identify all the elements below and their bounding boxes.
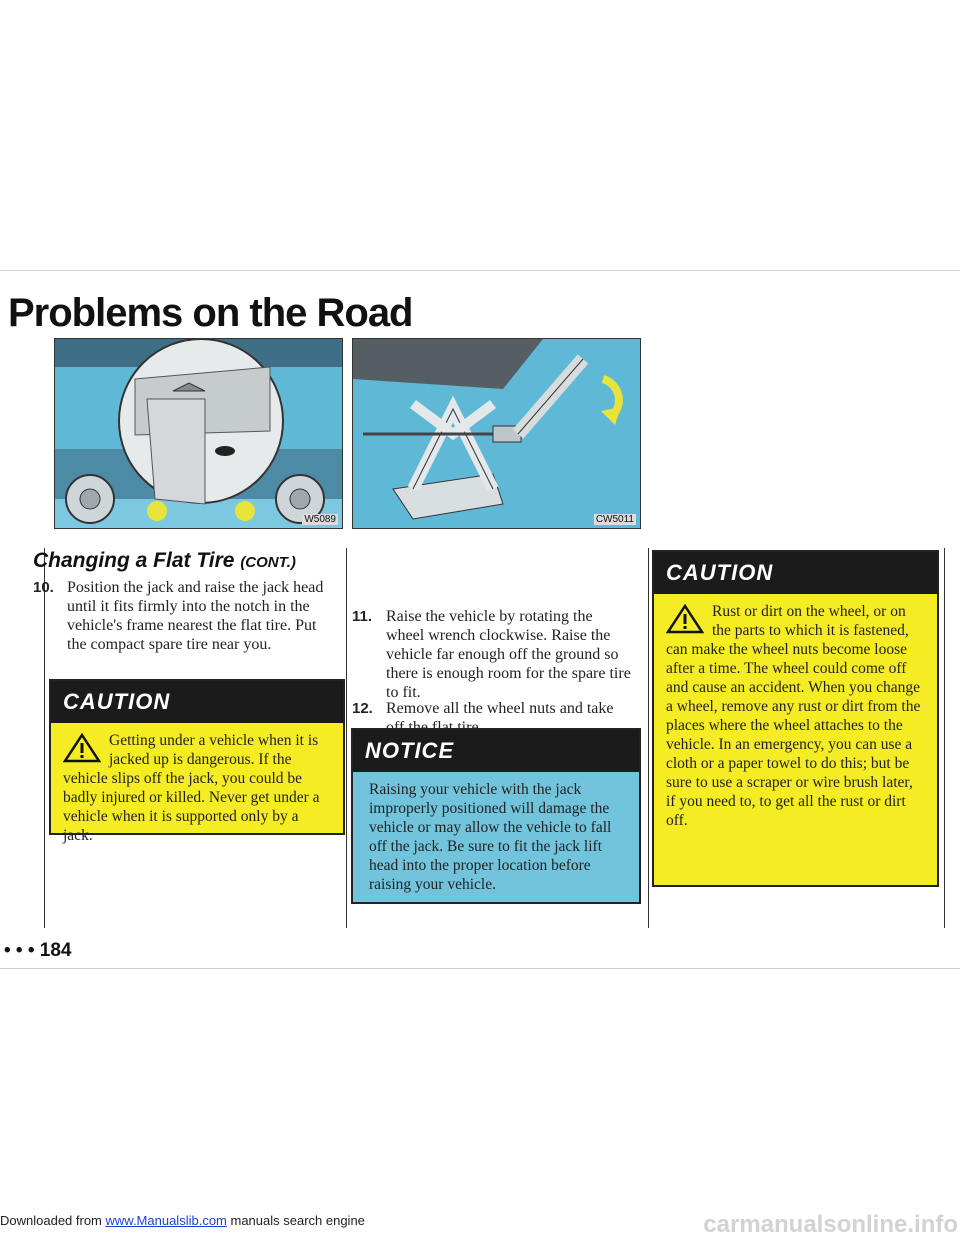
step-text: Raise the vehicle by rotating the wheel wrench clockwise. Raise the vehicle far enough off the ground so there is enough room for the spare tire to fit. bbox=[386, 608, 631, 701]
notice-text: Raising your vehicle with the jack improperly positioned will damage the vehicle or may allow the vehicle to fall off the jack. Be sure to fit the jack lift head into the proper location before raising your vehicle. bbox=[369, 781, 612, 893]
step-number: 12. bbox=[352, 700, 373, 717]
column-rule-far-right bbox=[944, 548, 945, 928]
jack-wrench-illustration bbox=[353, 339, 640, 528]
step-11 bbox=[352, 607, 632, 702]
caution-header: CAUTION bbox=[51, 681, 343, 723]
caution-box-rust bbox=[652, 550, 939, 887]
watermark-text: carmanualsonline.info bbox=[703, 1211, 958, 1238]
subheading-title: Changing a Flat Tire bbox=[33, 549, 235, 572]
figure-code: CW5011 bbox=[595, 514, 634, 525]
page-number bbox=[4, 940, 72, 962]
column-rule-middle bbox=[346, 548, 347, 928]
download-footer bbox=[0, 1213, 365, 1228]
caution-body bbox=[654, 594, 937, 840]
notice-body bbox=[353, 772, 639, 904]
warning-triangle-icon bbox=[666, 604, 704, 634]
subheading bbox=[33, 549, 296, 573]
step-number: 11. bbox=[352, 608, 373, 625]
notice-box bbox=[351, 728, 641, 904]
warning-triangle-icon bbox=[63, 733, 101, 763]
top-rule bbox=[0, 270, 960, 271]
page-number-value: 184 bbox=[39, 940, 72, 961]
subheading-cont: (CONT.) bbox=[240, 554, 296, 571]
step-10 bbox=[33, 578, 333, 654]
step-text: Remove all the wheel nuts and take bbox=[386, 700, 614, 717]
step-text: Position the jack and raise the jack head until it fits firmly into the notch in the vehicle's frame nearest the flat tire. Put the compact spare tire near you. bbox=[67, 579, 324, 653]
watermark-logo bbox=[620, 1208, 960, 1238]
caution-box-jack bbox=[49, 679, 345, 844]
caution-body bbox=[51, 723, 343, 855]
footer-prefix: Downloaded from bbox=[0, 1213, 106, 1228]
footer-suffix: manuals search engine bbox=[226, 1213, 365, 1228]
column-rule-right bbox=[648, 548, 649, 928]
section-title: Problems on the Road bbox=[8, 291, 413, 335]
caution-header: CAUTION bbox=[654, 552, 937, 594]
figure-jack-wrench bbox=[352, 338, 641, 529]
caution-text: Getting under a vehicle when it is jacked up is dangerous. If the vehicle slips off the jack, you could be badly injured or killed. Never get under a vehicle when it is supported only by a jack. bbox=[63, 732, 320, 844]
manualslib-link[interactable]: www.Manualslib.com bbox=[105, 1213, 227, 1228]
step-number: 10. bbox=[33, 579, 54, 596]
jack-under-car-illustration bbox=[55, 339, 342, 528]
bottom-rule bbox=[0, 968, 960, 969]
figure-jack-under-car bbox=[54, 338, 343, 529]
figure-code: W5089 bbox=[304, 514, 336, 525]
page-dots: • • • bbox=[4, 940, 35, 961]
caution-text: Rust or dirt on the wheel, or on the parts to which it is fastened, can make the wheel nuts become loose after a time. The wheel could come off and cause an accident. When you change a wheel, remove any rust or dirt from the places where the wheel attaches to the vehicle. In an emergency, you can use a cloth or a paper towel to do this; but be sure to use a scraper or wire brush later, if you need to, to get all the rust or dirt off. bbox=[666, 603, 921, 829]
notice-header: NOTICE bbox=[353, 730, 639, 772]
